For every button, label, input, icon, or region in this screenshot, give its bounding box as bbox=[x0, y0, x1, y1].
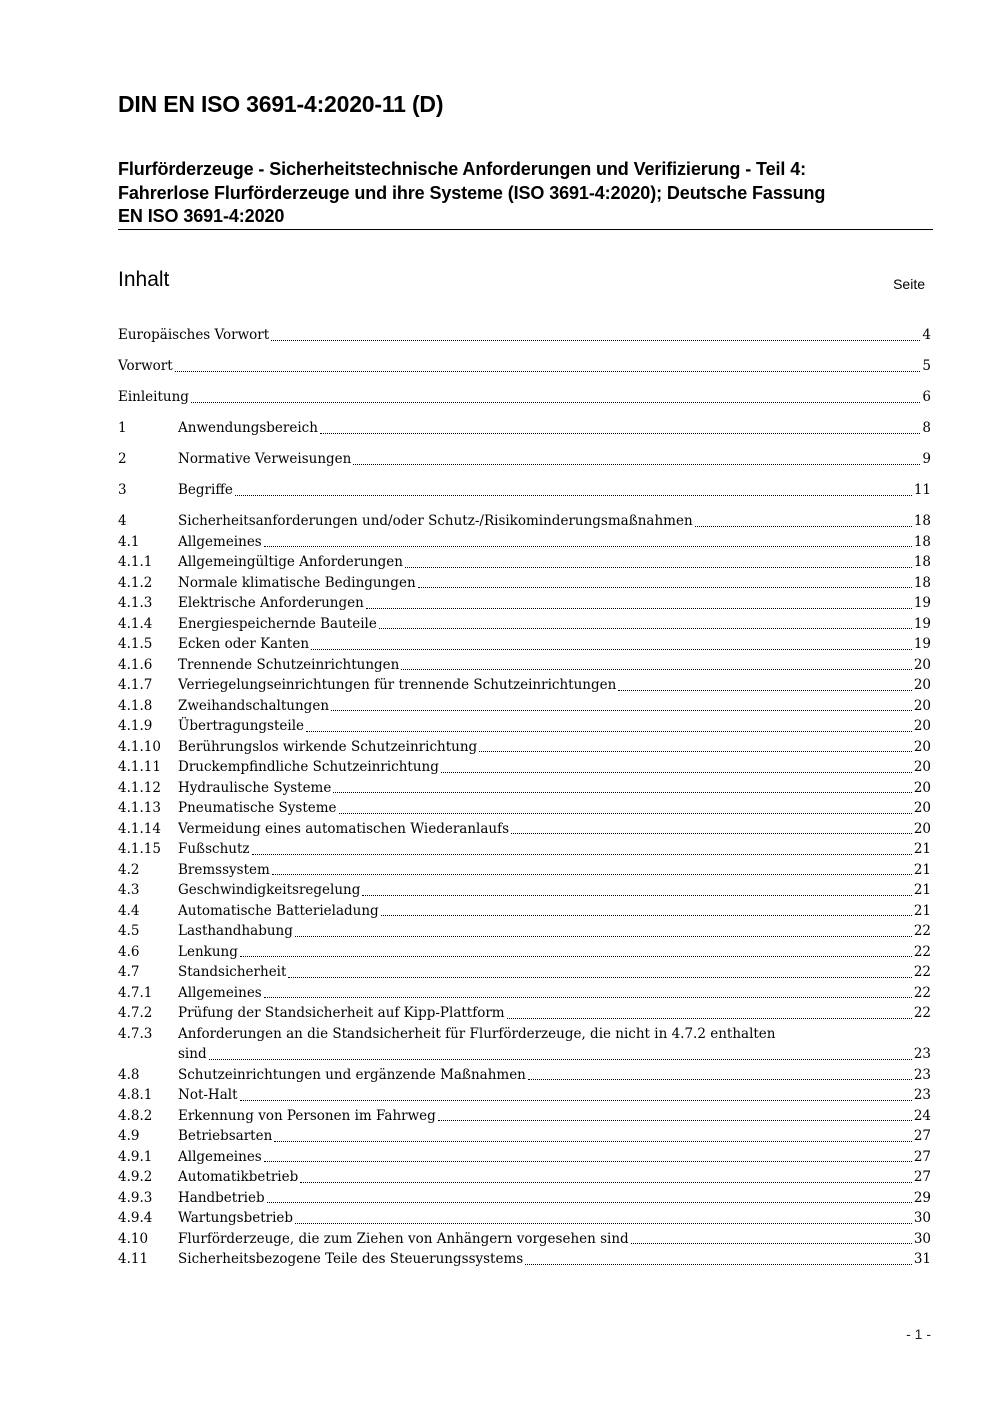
toc-entry[interactable] bbox=[118, 356, 931, 377]
toc-entry-page: 21 bbox=[913, 861, 931, 878]
toc-entry-number: 4.1.12 bbox=[118, 779, 161, 796]
toc-entry[interactable] bbox=[118, 1229, 931, 1250]
toc-leader-dots bbox=[252, 853, 912, 855]
toc-entry-page: 19 bbox=[913, 636, 931, 652]
toc-entry-page: 20 bbox=[913, 738, 931, 755]
toc-entry-title: Lenkung bbox=[178, 943, 238, 960]
toc-entry-page: 31 bbox=[913, 1251, 931, 1267]
toc-entry-title: Vorwort bbox=[118, 358, 173, 374]
toc-entry-page: 8 bbox=[922, 420, 931, 436]
toc-entry[interactable] bbox=[118, 532, 931, 553]
toc-entry-title: Verriegelungseinrichtungen für trennende Schutzeinrichtungen bbox=[178, 677, 617, 693]
toc-entry-title: Allgemeines bbox=[178, 984, 262, 1001]
toc-entry[interactable] bbox=[118, 1106, 931, 1127]
toc-leader-dots bbox=[362, 894, 911, 896]
toc-leader-dots bbox=[339, 812, 912, 814]
toc-leader-dots bbox=[240, 955, 912, 957]
toc-leader-dots bbox=[333, 791, 911, 793]
toc-entry[interactable] bbox=[118, 1085, 931, 1106]
toc-leader-dots bbox=[528, 1078, 912, 1080]
toc-entry-page: 4 bbox=[922, 327, 931, 343]
toc-leader-dots bbox=[191, 401, 920, 403]
toc-entry[interactable] bbox=[118, 614, 931, 635]
toc-entry-page: 22 bbox=[913, 984, 931, 1001]
toc-entry-title: Fußschutz bbox=[178, 841, 250, 857]
toc-entry-page: 21 bbox=[913, 882, 931, 898]
toc-leader-dots bbox=[274, 1140, 912, 1142]
toc-entry-title: Zweihandschaltungen bbox=[178, 697, 330, 714]
toc-entry-page: 22 bbox=[913, 1005, 931, 1021]
toc-entry[interactable] bbox=[118, 778, 931, 799]
toc-entry-number: 3 bbox=[118, 482, 127, 498]
toc-entry-page: 21 bbox=[913, 902, 931, 919]
toc-entry[interactable] bbox=[118, 983, 931, 1004]
toc-entry-page: 5 bbox=[922, 358, 931, 374]
toc-leader-dots bbox=[300, 1181, 912, 1183]
toc-entry-page: 24 bbox=[913, 1107, 931, 1124]
toc-entry-title: Schutzeinrichtungen und ergänzende Maßnahmen bbox=[178, 1066, 526, 1083]
toc-leader-dots bbox=[295, 935, 912, 937]
toc-leader-dots bbox=[267, 1201, 912, 1203]
toc-entry-title: Normative Verweisungen bbox=[178, 451, 352, 467]
toc-entry-number: 4.1.8 bbox=[118, 697, 153, 714]
toc-entry-number: 4.1.7 bbox=[118, 677, 153, 693]
toc-entry-page: 21 bbox=[913, 841, 931, 857]
toc-leader-dots bbox=[175, 370, 921, 372]
toc-entry-page: 23 bbox=[913, 1087, 931, 1103]
table-of-contents bbox=[118, 325, 931, 1270]
toc-entry-title: Geschwindigkeitsregelung bbox=[178, 882, 361, 898]
toc-entry[interactable] bbox=[118, 1024, 931, 1065]
toc-leader-dots bbox=[511, 832, 912, 834]
toc-entry-page: 20 bbox=[913, 779, 931, 796]
toc-entry-number: 4.1.4 bbox=[118, 615, 153, 632]
toc-entry-page: 18 bbox=[913, 554, 931, 570]
toc-entry-page: 30 bbox=[913, 1210, 931, 1226]
toc-leader-dots bbox=[695, 525, 912, 527]
toc-entry[interactable] bbox=[118, 449, 931, 470]
toc-leader-dots bbox=[264, 996, 912, 998]
toc-leader-dots bbox=[441, 771, 912, 773]
document-subtitle bbox=[118, 158, 933, 229]
toc-leader-dots bbox=[271, 339, 920, 341]
toc-leader-dots bbox=[320, 432, 920, 434]
document-title: DIN EN ISO 3691-4:2020-11 (D) bbox=[118, 91, 444, 117]
toc-entry-title: Berührungslos wirkende Schutzeinrichtung bbox=[178, 738, 478, 755]
toc-entry[interactable] bbox=[118, 798, 931, 819]
toc-entry[interactable] bbox=[118, 675, 931, 696]
toc-entry[interactable] bbox=[118, 655, 931, 676]
page-number: - 1 - bbox=[906, 1326, 931, 1342]
toc-entry-title-continued: sind bbox=[178, 1046, 207, 1062]
toc-entry[interactable] bbox=[118, 1003, 931, 1024]
toc-entry-number: 2 bbox=[118, 451, 127, 467]
toc-entry-number: 4.7.3 bbox=[118, 1025, 153, 1042]
toc-leader-dots bbox=[272, 873, 912, 875]
toc-entry-page: 30 bbox=[913, 1230, 931, 1247]
toc-entry[interactable] bbox=[118, 1249, 931, 1270]
toc-entry-number: 4.7 bbox=[118, 964, 140, 980]
toc-entry-page: 11 bbox=[913, 482, 931, 498]
toc-entry-title: Anwendungsbereich bbox=[178, 420, 318, 436]
toc-entry-number: 4.7.2 bbox=[118, 1005, 153, 1021]
toc-entry-number: 4.1.11 bbox=[118, 759, 161, 775]
subtitle-line: Fahrerlose Flurförderzeuge und ihre Systeme (ISO 3691-4:2020); Deutsche Fassung bbox=[118, 182, 826, 203]
toc-entry[interactable] bbox=[118, 696, 931, 717]
toc-entry-title: Normale klimatische Bedingungen bbox=[178, 574, 416, 591]
toc-leader-dots bbox=[353, 463, 920, 465]
toc-entry[interactable] bbox=[118, 942, 931, 963]
toc-entry-title: Sicherheitsbezogene Teile des Steuerungssystems bbox=[178, 1251, 524, 1267]
toc-entry-number: 4.1.1 bbox=[118, 554, 153, 570]
toc-heading: Inhalt bbox=[118, 268, 170, 291]
toc-entry-title: Allgemeines bbox=[178, 1148, 262, 1165]
toc-entry[interactable] bbox=[118, 634, 931, 655]
toc-entry-page: 23 bbox=[913, 1066, 931, 1083]
toc-leader-dots bbox=[264, 1160, 912, 1162]
toc-entry-title: Pneumatische Systeme bbox=[178, 800, 337, 816]
toc-entry-title: Allgemeines bbox=[178, 533, 262, 550]
toc-entry-page: 20 bbox=[913, 656, 931, 673]
toc-entry-page: 9 bbox=[922, 451, 931, 467]
subtitle-line: EN ISO 3691-4:2020 bbox=[118, 206, 285, 226]
toc-entry-number: 4.1.3 bbox=[118, 595, 153, 611]
toc-entry-number: 4.8.1 bbox=[118, 1087, 153, 1103]
toc-entry-page: 23 bbox=[913, 1046, 931, 1062]
toc-entry-number: 4.1.10 bbox=[118, 738, 161, 755]
toc-entry[interactable] bbox=[118, 860, 931, 881]
toc-entry-title: Ecken oder Kanten bbox=[178, 636, 310, 652]
toc-entry-title: Übertragungsteile bbox=[178, 718, 305, 734]
toc-entry-page: 20 bbox=[913, 820, 931, 837]
toc-entry[interactable] bbox=[118, 880, 931, 901]
toc-leader-dots bbox=[405, 566, 912, 568]
toc-entry-number: 4.6 bbox=[118, 943, 140, 960]
toc-entry[interactable] bbox=[118, 839, 931, 860]
toc-entry-page: 20 bbox=[913, 677, 931, 693]
toc-entry[interactable] bbox=[118, 1208, 931, 1229]
toc-entry-title: Automatische Batterieladung bbox=[178, 902, 379, 919]
toc-leader-dots bbox=[618, 689, 912, 691]
toc-leader-dots bbox=[379, 627, 912, 629]
page-column-label: Seite bbox=[893, 276, 925, 292]
toc-leader-dots bbox=[288, 976, 911, 978]
toc-entry-title: Betriebsarten bbox=[178, 1128, 273, 1144]
toc-leader-dots bbox=[240, 1099, 912, 1101]
toc-entry-number: 4.9.2 bbox=[118, 1169, 153, 1185]
toc-entry-number: 4.5 bbox=[118, 923, 140, 939]
toc-entry-page: 20 bbox=[913, 800, 931, 816]
toc-entry-number: 4.9.1 bbox=[118, 1148, 153, 1165]
toc-entry[interactable] bbox=[118, 819, 931, 840]
toc-entry-page: 27 bbox=[913, 1128, 931, 1144]
toc-entry-title: Handbetrieb bbox=[178, 1189, 265, 1206]
toc-entry-number: 4.1.9 bbox=[118, 718, 153, 734]
toc-entry-title: Trennende Schutzeinrichtungen bbox=[178, 656, 400, 673]
toc-entry-title: Anforderungen an die Standsicherheit für Flurförderzeuge, die nicht in 4.7.2 enthalten bbox=[178, 1025, 776, 1042]
toc-entry-page: 20 bbox=[913, 697, 931, 714]
toc-leader-dots bbox=[438, 1119, 912, 1121]
toc-entry-title: Allgemeingültige Anforderungen bbox=[178, 554, 403, 570]
toc-entry-page: 18 bbox=[913, 533, 931, 550]
toc-entry-title: Begriffe bbox=[178, 482, 233, 498]
toc-entry-page: 19 bbox=[913, 615, 931, 632]
toc-entry[interactable] bbox=[118, 511, 931, 532]
toc-entry-title: Not-Halt bbox=[178, 1087, 238, 1103]
toc-entry-number: 4.1.14 bbox=[118, 820, 161, 837]
toc-leader-dots bbox=[479, 750, 912, 752]
toc-entry[interactable] bbox=[118, 1065, 931, 1086]
toc-entry-page: 18 bbox=[913, 513, 931, 529]
toc-entry-title: Flurförderzeuge, die zum Ziehen von Anhängern vorgesehen sind bbox=[178, 1230, 629, 1247]
toc-leader-dots bbox=[235, 494, 912, 496]
toc-entry-title: Vermeidung eines automatischen Wiederanlaufs bbox=[178, 820, 510, 837]
toc-entry[interactable] bbox=[118, 962, 931, 983]
toc-entry-title: Energiespeichernde Bauteile bbox=[178, 615, 377, 632]
toc-entry-number: 4.7.1 bbox=[118, 984, 153, 1001]
toc-entry-title: Bremssystem bbox=[178, 861, 270, 878]
toc-leader-dots bbox=[306, 730, 912, 732]
toc-entry-number: 4.10 bbox=[118, 1230, 149, 1247]
toc-entry-number: 4.8 bbox=[118, 1066, 140, 1083]
toc-entry-number: 4.9.4 bbox=[118, 1210, 153, 1226]
toc-entry[interactable] bbox=[118, 901, 931, 922]
toc-leader-dots bbox=[525, 1263, 912, 1265]
toc-entry-title: Erkennung von Personen im Fahrweg bbox=[178, 1107, 436, 1124]
toc-entry[interactable] bbox=[118, 418, 931, 439]
toc-entry-page: 27 bbox=[913, 1148, 931, 1165]
toc-entry[interactable] bbox=[118, 737, 931, 758]
toc-entry-title: Druckempfindliche Schutzeinrichtung bbox=[178, 759, 439, 775]
toc-entry-number: 4.4 bbox=[118, 902, 140, 919]
toc-entry-number: 4.1.13 bbox=[118, 800, 161, 816]
toc-entry-number: 4.1.15 bbox=[118, 841, 161, 857]
toc-entry-page: 22 bbox=[913, 943, 931, 960]
toc-entry-title: Wartungsbetrieb bbox=[178, 1210, 294, 1226]
toc-entry[interactable] bbox=[118, 757, 931, 778]
toc-leader-dots bbox=[507, 1017, 912, 1019]
toc-leader-dots bbox=[401, 668, 911, 670]
toc-entry-number: 4.2 bbox=[118, 861, 140, 878]
toc-entry-page: 22 bbox=[913, 923, 931, 939]
toc-entry[interactable] bbox=[118, 1147, 931, 1168]
toc-entry-title: Prüfung der Standsicherheit auf Kipp-Plattform bbox=[178, 1005, 505, 1021]
toc-entry-title: Standsicherheit bbox=[178, 964, 287, 980]
toc-entry[interactable] bbox=[118, 921, 931, 942]
toc-entry-number: 4.9.3 bbox=[118, 1189, 153, 1206]
toc-entry-page: 18 bbox=[913, 574, 931, 591]
toc-leader-dots bbox=[209, 1058, 912, 1060]
toc-entry[interactable] bbox=[118, 593, 931, 614]
title-divider bbox=[118, 229, 933, 230]
toc-entry-page: 6 bbox=[922, 389, 931, 405]
toc-leader-dots bbox=[264, 545, 912, 547]
toc-entry[interactable] bbox=[118, 1126, 931, 1147]
toc-entry-number: 4.1.5 bbox=[118, 636, 153, 652]
toc-leader-dots bbox=[631, 1242, 912, 1244]
toc-entry[interactable] bbox=[118, 480, 931, 501]
toc-entry-title: Hydraulische Systeme bbox=[178, 779, 332, 796]
toc-entry[interactable] bbox=[118, 387, 931, 408]
toc-entry-page: 27 bbox=[913, 1169, 931, 1185]
toc-entry-title: Sicherheitsanforderungen und/oder Schutz-/Risikominderungsmaßnahmen bbox=[178, 513, 693, 529]
toc-entry[interactable] bbox=[118, 573, 931, 594]
toc-entry-title: Automatikbetrieb bbox=[178, 1169, 299, 1185]
toc-leader-dots bbox=[366, 607, 912, 609]
toc-entry-title: Elektrische Anforderungen bbox=[178, 595, 364, 611]
toc-entry-title: Europäisches Vorwort bbox=[118, 327, 270, 343]
toc-entry-number: 4.11 bbox=[118, 1251, 149, 1267]
toc-entry-page: 22 bbox=[913, 964, 931, 980]
toc-entry-page: 20 bbox=[913, 759, 931, 775]
toc-leader-dots bbox=[311, 648, 912, 650]
toc-entry[interactable] bbox=[118, 325, 931, 346]
toc-entry-number: 1 bbox=[118, 420, 127, 436]
toc-entry[interactable] bbox=[118, 1167, 931, 1188]
toc-leader-dots bbox=[295, 1222, 912, 1224]
toc-entry-page: 19 bbox=[913, 595, 931, 611]
toc-leader-dots bbox=[331, 709, 912, 711]
toc-entry-number: 4 bbox=[118, 513, 127, 529]
toc-entry[interactable] bbox=[118, 716, 931, 737]
toc-entry-page: 29 bbox=[913, 1189, 931, 1206]
toc-entry[interactable] bbox=[118, 1188, 931, 1209]
toc-entry-title: Einleitung bbox=[118, 389, 189, 405]
toc-entry-number: 4.1.2 bbox=[118, 574, 153, 591]
toc-entry-page: 20 bbox=[913, 718, 931, 734]
toc-entry-number: 4.1.6 bbox=[118, 656, 153, 673]
toc-leader-dots bbox=[418, 586, 912, 588]
toc-entry-title: Lasthandhabung bbox=[178, 923, 293, 939]
toc-entry-number: 4.9 bbox=[118, 1128, 140, 1144]
toc-leader-dots bbox=[381, 914, 912, 916]
toc-entry-number: 4.3 bbox=[118, 882, 140, 898]
toc-entry-number: 4.1 bbox=[118, 533, 140, 550]
subtitle-line: Flurförderzeuge - Sicherheitstechnische Anforderungen und Verifizierung - Teil 4: bbox=[118, 159, 806, 179]
toc-entry-number: 4.8.2 bbox=[118, 1107, 153, 1124]
toc-entry[interactable] bbox=[118, 552, 931, 573]
